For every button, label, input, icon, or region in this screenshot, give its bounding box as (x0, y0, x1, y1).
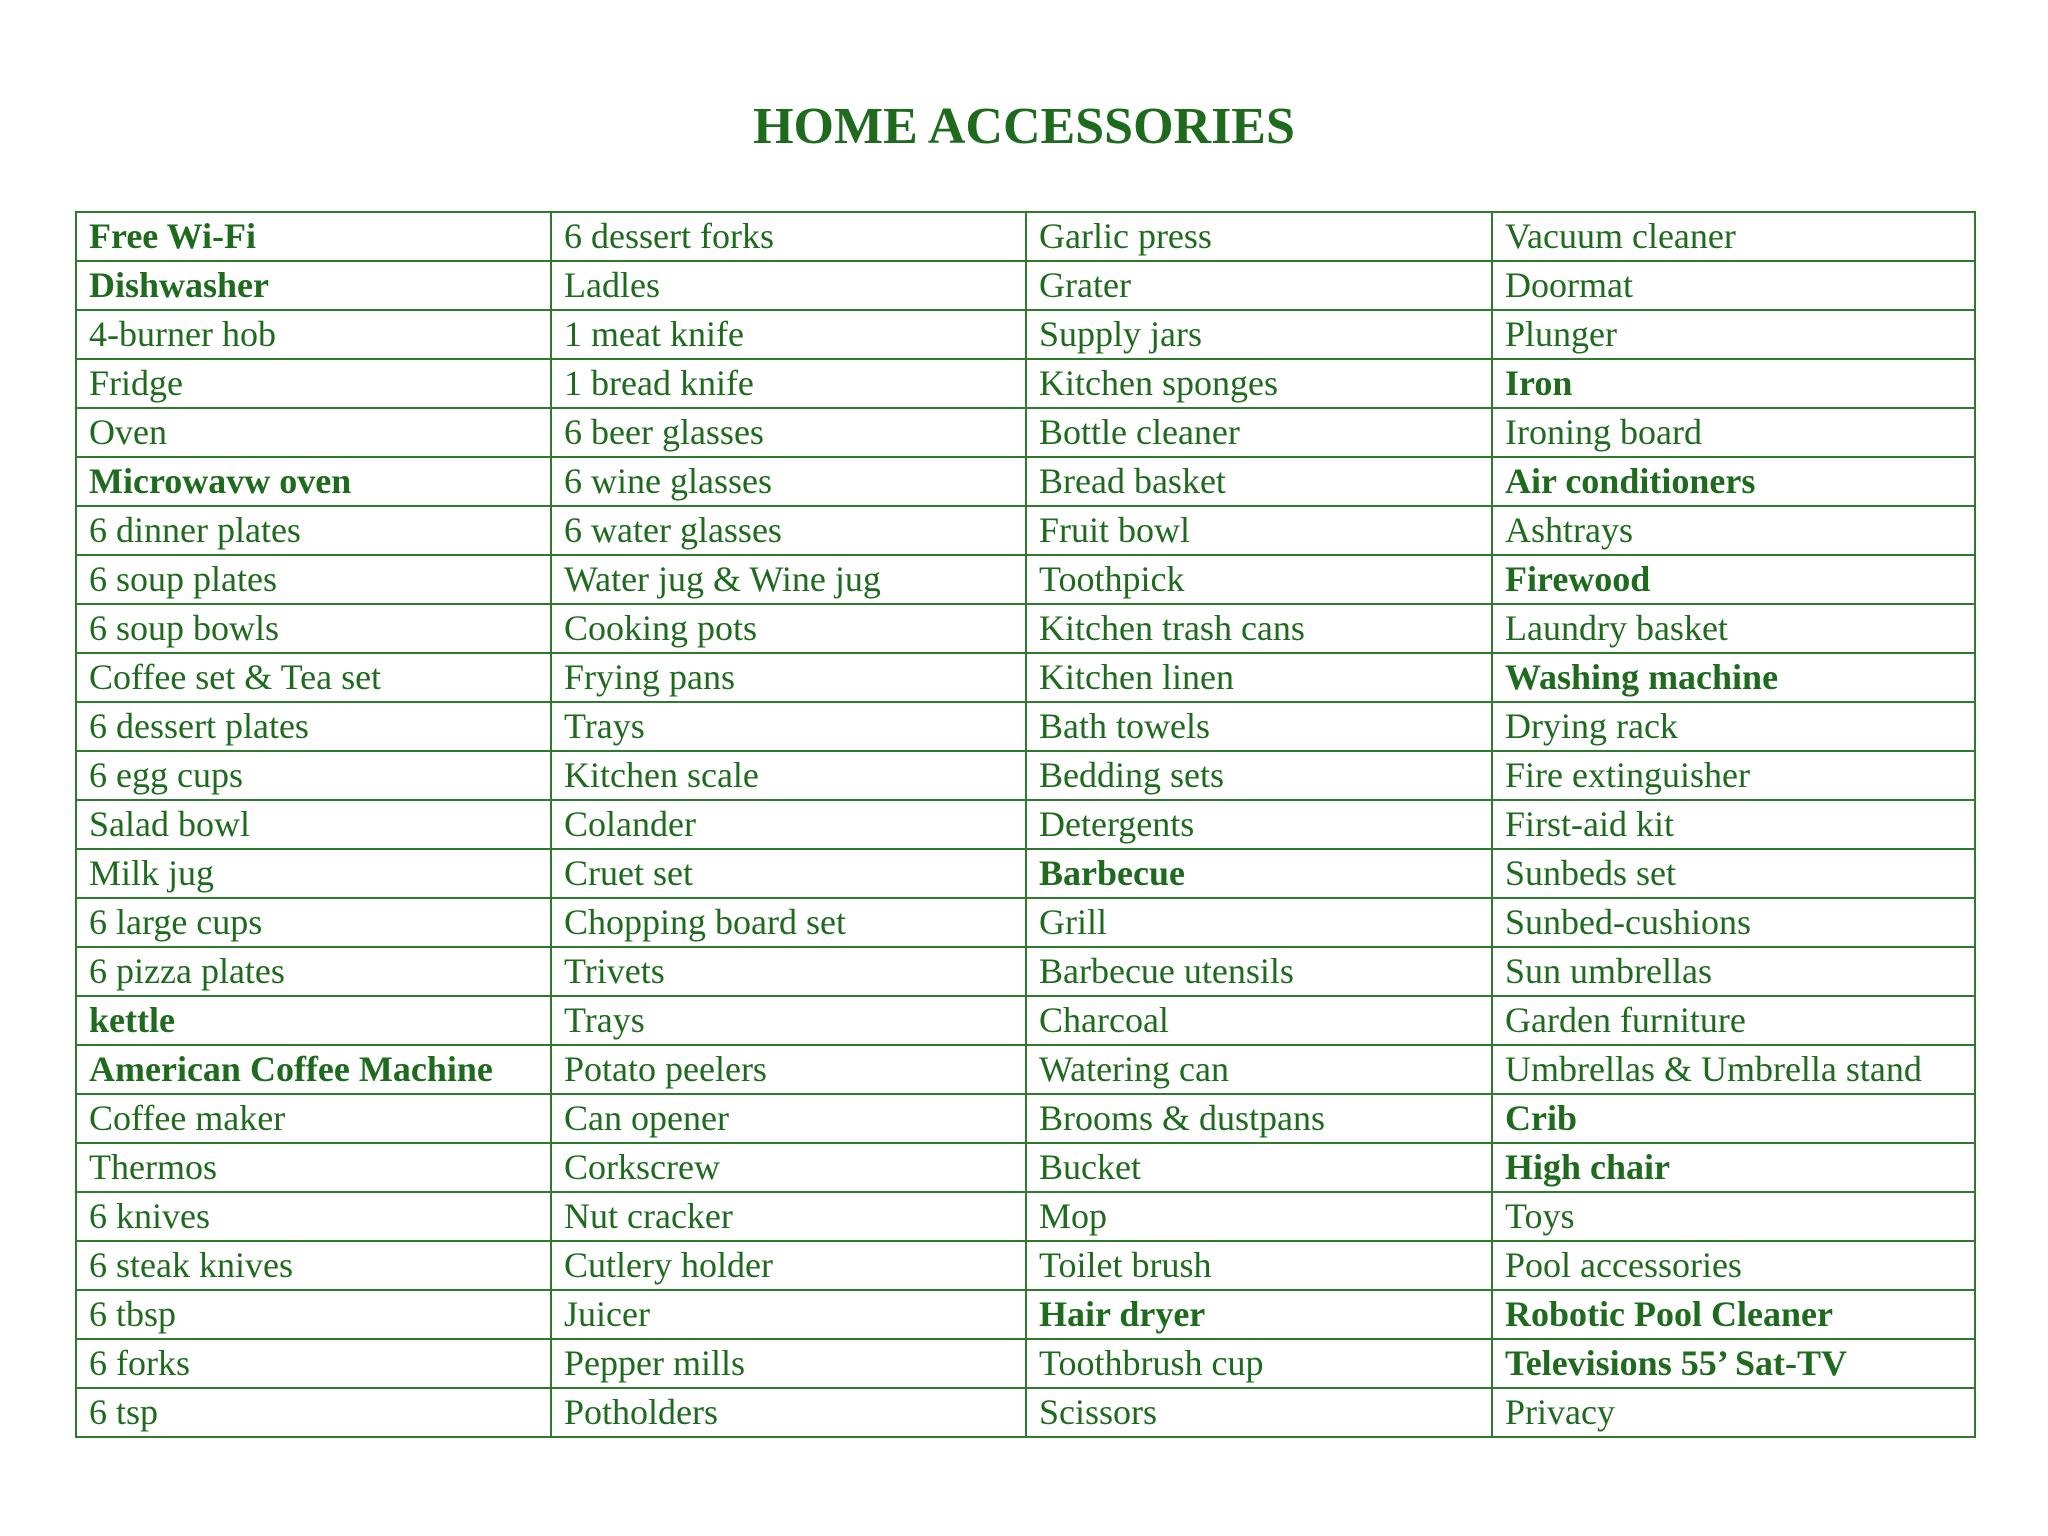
table-cell: Dishwasher (76, 261, 551, 310)
table-row (76, 212, 1975, 261)
table-cell: Cooking pots (551, 604, 1026, 653)
table-cell: Sunbed-cushions (1492, 898, 1975, 947)
table-cell: Thermos (76, 1143, 551, 1192)
table-cell: Iron (1492, 359, 1975, 408)
table-cell: Watering can (1026, 1045, 1492, 1094)
table-row (76, 1388, 1975, 1437)
table-cell: Kitchen trash cans (1026, 604, 1492, 653)
table-cell: Kitchen scale (551, 751, 1026, 800)
table-cell: Frying pans (551, 653, 1026, 702)
table-cell: Chopping board set (551, 898, 1026, 947)
table-row (76, 1094, 1975, 1143)
table-cell: Can opener (551, 1094, 1026, 1143)
table-cell: Corkscrew (551, 1143, 1026, 1192)
table-cell: Colander (551, 800, 1026, 849)
table-cell: Microwavw oven (76, 457, 551, 506)
table-cell: Firewood (1492, 555, 1975, 604)
table-cell: Kitchen sponges (1026, 359, 1492, 408)
table-cell: Washing machine (1492, 653, 1975, 702)
table-cell: Doormat (1492, 261, 1975, 310)
table-cell: Barbecue (1026, 849, 1492, 898)
table-cell: Detergents (1026, 800, 1492, 849)
table-cell: Supply jars (1026, 310, 1492, 359)
table-cell: Brooms & dustpans (1026, 1094, 1492, 1143)
table-cell: 6 soup bowls (76, 604, 551, 653)
table-cell: Ladles (551, 261, 1026, 310)
table-cell: Grill (1026, 898, 1492, 947)
table-row (76, 996, 1975, 1045)
table-cell: 6 large cups (76, 898, 551, 947)
table-cell: Toys (1492, 1192, 1975, 1241)
table-cell: Plunger (1492, 310, 1975, 359)
table-cell: Fruit bowl (1026, 506, 1492, 555)
accessories-table-body (76, 212, 1975, 1437)
table-cell: Toothbrush cup (1026, 1339, 1492, 1388)
table-cell: Toothpick (1026, 555, 1492, 604)
table-cell: Potholders (551, 1388, 1026, 1437)
table-row (76, 702, 1975, 751)
table-cell: Charcoal (1026, 996, 1492, 1045)
table-cell: 6 wine glasses (551, 457, 1026, 506)
table-cell: Crib (1492, 1094, 1975, 1143)
table-cell: Cruet set (551, 849, 1026, 898)
table-cell: Umbrellas & Umbrella stand (1492, 1045, 1975, 1094)
table-row (76, 751, 1975, 800)
table-row (76, 849, 1975, 898)
table-cell: 6 pizza plates (76, 947, 551, 996)
table-cell: Mop (1026, 1192, 1492, 1241)
table-cell: American Coffee Machine (76, 1045, 551, 1094)
table-cell: 6 dessert plates (76, 702, 551, 751)
table-cell: Bath towels (1026, 702, 1492, 751)
table-cell: Grater (1026, 261, 1492, 310)
table-cell: High chair (1492, 1143, 1975, 1192)
table-cell: 4-burner hob (76, 310, 551, 359)
table-cell: Bottle cleaner (1026, 408, 1492, 457)
table-cell: Barbecue utensils (1026, 947, 1492, 996)
table-cell: Vacuum cleaner (1492, 212, 1975, 261)
table-cell: Air conditioners (1492, 457, 1975, 506)
table-row (76, 604, 1975, 653)
table-row (76, 408, 1975, 457)
table-cell: Bread basket (1026, 457, 1492, 506)
table-row (76, 1045, 1975, 1094)
table-cell: Pepper mills (551, 1339, 1026, 1388)
table-cell: Scissors (1026, 1388, 1492, 1437)
table-cell: Salad bowl (76, 800, 551, 849)
table-cell: 6 tsp (76, 1388, 551, 1437)
table-row (76, 898, 1975, 947)
table-cell: Coffee set & Tea set (76, 653, 551, 702)
table-row (76, 1339, 1975, 1388)
table-row (76, 800, 1975, 849)
table-cell: 6 knives (76, 1192, 551, 1241)
table-cell: Juicer (551, 1290, 1026, 1339)
table-cell: Ashtrays (1492, 506, 1975, 555)
table-cell: 6 egg cups (76, 751, 551, 800)
table-row (76, 506, 1975, 555)
table-cell: Bucket (1026, 1143, 1492, 1192)
page-title: HOME ACCESSORIES (753, 98, 1295, 155)
table-cell: Hair dryer (1026, 1290, 1492, 1339)
table-row (76, 947, 1975, 996)
table-cell: 6 tbsp (76, 1290, 551, 1339)
table-row (76, 359, 1975, 408)
table-row (76, 1290, 1975, 1339)
table-cell: Televisions 55’ Sat-TV (1492, 1339, 1975, 1388)
table-cell: 6 beer glasses (551, 408, 1026, 457)
table-cell: 1 bread knife (551, 359, 1026, 408)
table-cell: Cutlery holder (551, 1241, 1026, 1290)
table-cell: Pool accessories (1492, 1241, 1975, 1290)
table-row (76, 1241, 1975, 1290)
table-cell: Toilet brush (1026, 1241, 1492, 1290)
table-cell: Garden furniture (1492, 996, 1975, 1045)
table-cell: Trays (551, 996, 1026, 1045)
table-row (76, 1192, 1975, 1241)
table-row (76, 653, 1975, 702)
table-cell: 6 steak knives (76, 1241, 551, 1290)
table-cell: Trivets (551, 947, 1026, 996)
table-cell: Garlic press (1026, 212, 1492, 261)
table-row (76, 310, 1975, 359)
table-cell: Trays (551, 702, 1026, 751)
table-cell: Water jug & Wine jug (551, 555, 1026, 604)
table-cell: 6 dinner plates (76, 506, 551, 555)
table-row (76, 555, 1975, 604)
table-row (76, 261, 1975, 310)
table-cell: Milk jug (76, 849, 551, 898)
table-cell: Nut cracker (551, 1192, 1026, 1241)
table-cell: Bedding sets (1026, 751, 1492, 800)
table-cell: Oven (76, 408, 551, 457)
table-row (76, 457, 1975, 506)
table-cell: Sunbeds set (1492, 849, 1975, 898)
table-cell: 6 forks (76, 1339, 551, 1388)
table-cell: Drying rack (1492, 702, 1975, 751)
table-cell: 6 soup plates (76, 555, 551, 604)
table-cell: Kitchen linen (1026, 653, 1492, 702)
table-cell: Privacy (1492, 1388, 1975, 1437)
table-cell: Free Wi-Fi (76, 212, 551, 261)
accessories-table (75, 211, 1976, 1438)
table-row (76, 1143, 1975, 1192)
table-cell: Laundry basket (1492, 604, 1975, 653)
table-cell: 1 meat knife (551, 310, 1026, 359)
table-cell: Potato peelers (551, 1045, 1026, 1094)
table-cell: kettle (76, 996, 551, 1045)
table-cell: Sun umbrellas (1492, 947, 1975, 996)
table-cell: Coffee maker (76, 1094, 551, 1143)
table-cell: 6 water glasses (551, 506, 1026, 555)
table-cell: Fridge (76, 359, 551, 408)
table-cell: First-aid kit (1492, 800, 1975, 849)
table-cell: Fire extinguisher (1492, 751, 1975, 800)
table-cell: 6 dessert forks (551, 212, 1026, 261)
table-cell: Robotic Pool Cleaner (1492, 1290, 1975, 1339)
table-cell: Ironing board (1492, 408, 1975, 457)
